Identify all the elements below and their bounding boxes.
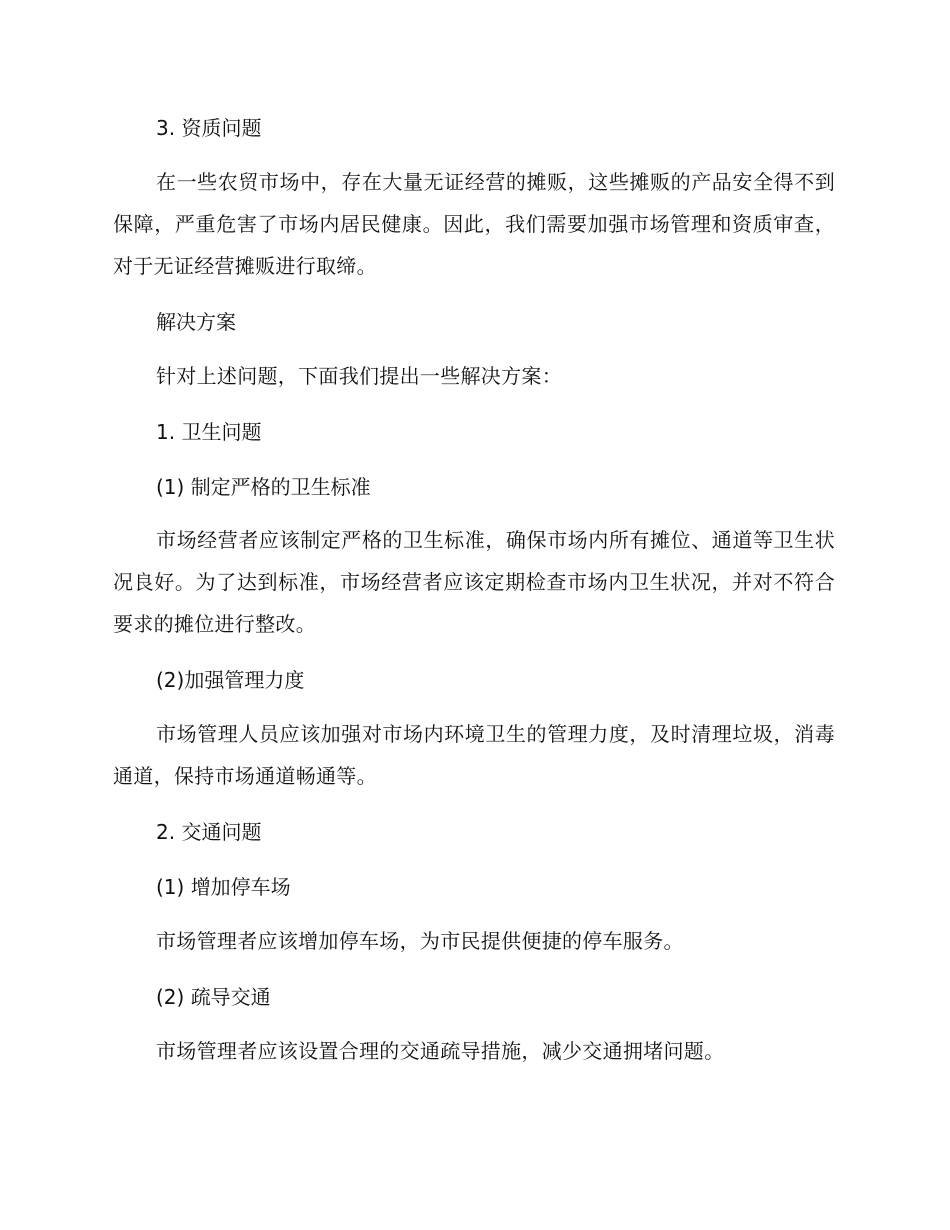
paragraph-solutions-intro: 针对上述问题，下面我们提出一些解决方案： xyxy=(156,364,562,388)
paragraph-traffic-guidance: 市场管理者应该设置合理的交通疏导措施，减少交通拥堵问题。 xyxy=(156,1039,725,1063)
paragraph-hygiene-standards: 市场经营者应该制定严格的卫生标准，确保市场内所有摊位、通道等卫生状况良好。为了达到标准，市场经营者应该定期检查市场内卫生状况，并对不符合要求的摊位进行整改。 xyxy=(113,528,835,636)
section-heading-traffic: 2. 交通问题 xyxy=(156,820,262,844)
section-heading-qualification: 3. 资质问题 xyxy=(156,116,262,140)
section-heading-hygiene: 1. 卫生问题 xyxy=(156,420,262,444)
paragraph-qualification: 在一些农贸市场中，存在大量无证经营的摊贩，这些摊贩的产品安全得不到保障，严重危害了市场内居民健康。因此，我们需要加强市场管理和资质审查，对于无证经营摊贩进行取缔。 xyxy=(113,170,835,278)
subheading-traffic-guidance: (2) 疏导交通 xyxy=(156,985,271,1009)
section-heading-solutions: 解决方案 xyxy=(156,310,236,334)
paragraph-parking: 市场管理者应该增加停车场，为市民提供便捷的停车服务。 xyxy=(156,929,684,953)
subheading-parking: (1) 增加停车场 xyxy=(156,875,291,899)
paragraph-management: 市场管理人员应该加强对市场内环境卫生的管理力度，及时清理垃圾，消毒通道，保持市场通道畅通等。 xyxy=(113,722,835,788)
subheading-management: (2)加强管理力度 xyxy=(156,668,305,692)
subheading-hygiene-standards: (1) 制定严格的卫生标准 xyxy=(156,475,371,499)
